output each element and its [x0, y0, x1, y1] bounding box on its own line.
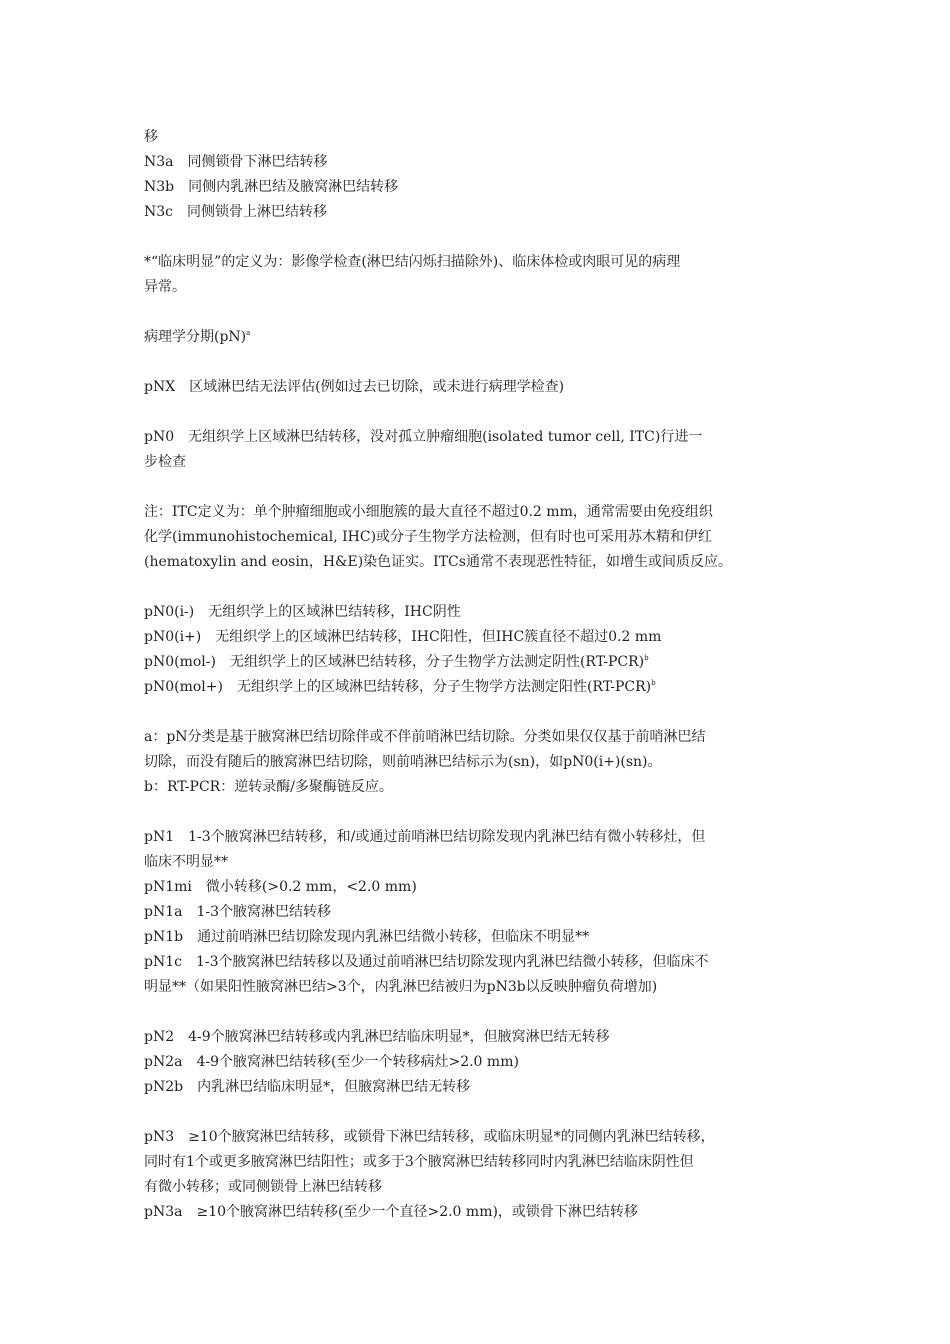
footnote-marker: b [651, 679, 656, 687]
footnotes-block [144, 725, 810, 800]
text-line: pN0(mol-) 无组织学上的区域淋巴结转移，分子生物学方法测定阴性(RT-PCR) [144, 654, 645, 670]
text-line: pN0(i+) 无组织学上的区域淋巴结转移，IHC阳性，但IHC簇直径不超过0.2 mm [144, 629, 662, 645]
pnx-block [144, 375, 810, 400]
clinical-definition-note [144, 250, 810, 300]
text-line: pN1 1-3个腋窝淋巴结转移，和/或通过前哨淋巴结切除发现内乳淋巴结有微小转移灶，但 [144, 829, 706, 845]
text-line: pN0(i-) 无组织学上的区域淋巴结转移，IHC阴性 [144, 604, 461, 620]
n3-staging-block [144, 125, 810, 225]
text-line: pN3a ≥10个腋窝淋巴结转移(至少一个直径>2.0 mm)，或锁骨下淋巴结转移 [144, 1204, 638, 1220]
text-line: pN1mi 微小转移(>0.2 mm，<2.0 mm) [144, 879, 417, 895]
text-line: pN2 4-9个腋窝淋巴结转移或内乳淋巴结临床明显*，但腋窝淋巴结无转移 [144, 1029, 610, 1045]
pn0-subcategories-block [144, 600, 810, 700]
text-line: pN0(mol+) 无组织学上的区域淋巴结转移，分子生物学方法测定阳性(RT-PCR) [144, 679, 652, 695]
footnote-marker: b [644, 654, 649, 662]
section-heading-pn [144, 325, 810, 350]
text-line: pN1c 1-3个腋窝淋巴结转移以及通过前哨淋巴结切除发现内乳淋巴结微小转移，但临床不 [144, 954, 709, 970]
pn1-block [144, 825, 810, 1000]
text-line: N3b 同侧内乳淋巴结及腋窝淋巴结转移 [144, 179, 399, 195]
text-line: pN1a 1-3个腋窝淋巴结转移 [144, 904, 332, 920]
text-line: a：pN分类是基于腋窝淋巴结切除伴或不伴前哨淋巴结切除。分类如果仅仅基于前哨淋巴结 [144, 729, 706, 745]
footnote-marker: a [246, 329, 251, 337]
text-line: *“临床明显”的定义为：影像学检查(淋巴结闪烁扫描除外)、临床体检或肉眼可见的病理 [144, 254, 681, 270]
text-line: 化学(immunohistochemical, IHC)或分子生物学方法检测，但有时也可采用苏木精和伊红 [144, 529, 713, 545]
text-line: (hematoxylin and eosin，H&E)染色证实。ITCs通常不表现恶性特征，如增生或间质反应。 [144, 554, 732, 570]
text-line: 明显**（如果阳性腋窝淋巴结>3个，内乳淋巴结被归为pN3b以反映肿瘤负荷增加) [144, 979, 658, 995]
text-line: pN3 ≥10个腋窝淋巴结转移，或锁骨下淋巴结转移，或临床明显*的同侧内乳淋巴结转移， [144, 1129, 715, 1145]
text-line: N3c 同侧锁骨上淋巴结转移 [144, 204, 327, 220]
itc-note-block [144, 500, 810, 575]
text-line: b：RT-PCR：逆转录酶/多聚酶链反应。 [144, 779, 393, 795]
pn2-block [144, 1025, 810, 1100]
text-line: 异常。 [144, 279, 186, 295]
text-line: 切除，而没有随后的腋窝淋巴结切除，则前哨淋巴结标示为(sn)，如pN0(i+)(sn)。 [144, 754, 662, 770]
text-line: N3a 同侧锁骨下淋巴结转移 [144, 154, 328, 170]
text-line: 步检查 [144, 454, 186, 470]
text-line: pN2a 4-9个腋窝淋巴结转移(至少一个转移病灶>2.0 mm) [144, 1054, 519, 1070]
text-line: 临床不明显** [144, 854, 228, 870]
pn0-block [144, 425, 810, 475]
text-line: 注：ITC定义为：单个肿瘤细胞或小细胞簇的最大直径不超过0.2 mm，通常需要由免疫组织 [144, 504, 713, 520]
text-line: 同时有1个或更多腋窝淋巴结阳性；或多于3个腋窝淋巴结转移同时内乳淋巴结临床阴性但 [144, 1154, 694, 1170]
text-line: pN2b 内乳淋巴结临床明显*，但腋窝淋巴结无转移 [144, 1079, 471, 1095]
text-line: pN1b 通过前哨淋巴结切除发现内乳淋巴结微小转移，但临床不明显** [144, 929, 590, 945]
text-line: pNX 区域淋巴结无法评估(例如过去已切除，或未进行病理学检查) [144, 379, 565, 395]
text-line: pN0 无组织学上区域淋巴结转移，没对孤立肿瘤细胞(isolated tumor cell, ITC)行进一 [144, 429, 703, 445]
section-heading-text: 病理学分期(pN) [144, 329, 247, 345]
text-line: 移 [144, 129, 158, 145]
text-line: 有微小转移；或同侧锁骨上淋巴结转移 [144, 1179, 382, 1195]
pn3-block [144, 1125, 810, 1225]
